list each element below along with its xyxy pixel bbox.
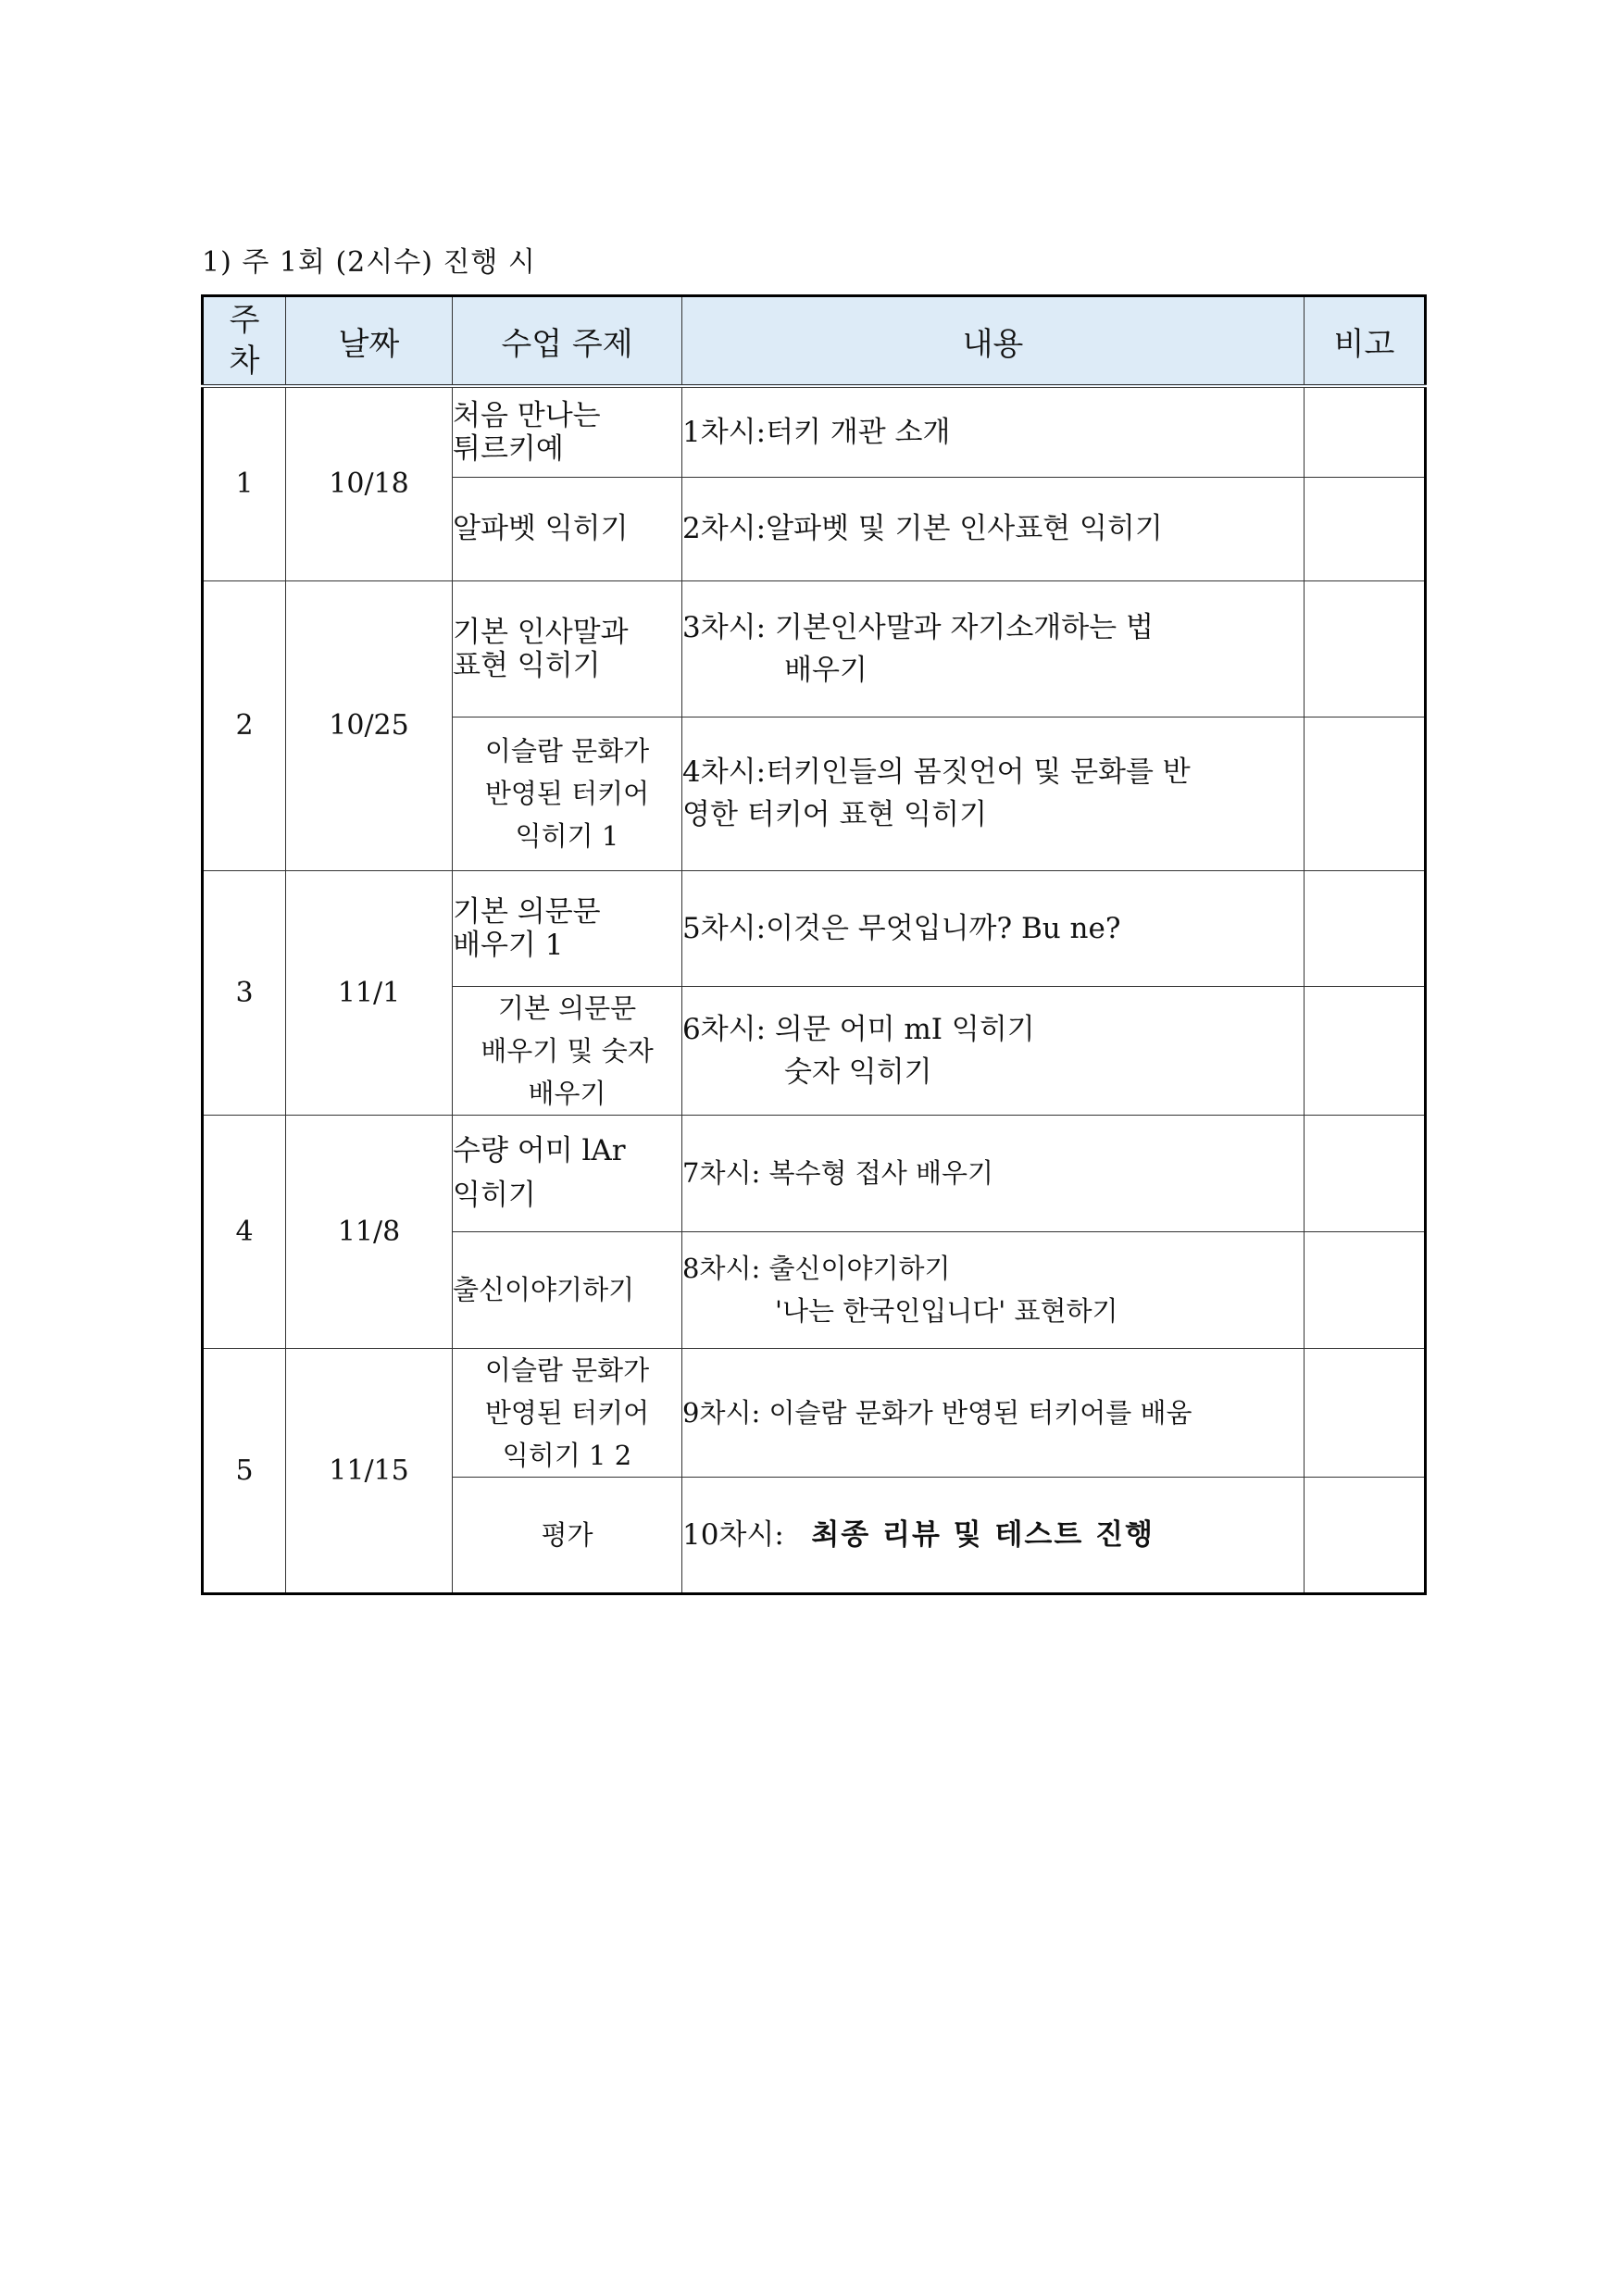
- session-topic: 처음 만나는 튀르키예: [453, 386, 682, 477]
- session-note: [1305, 1348, 1426, 1477]
- session-topic: 이슬람 문화가 반영된 터키어 익히기 1: [453, 717, 682, 870]
- session-content: 4차시:터키인들의 몸짓언어 및 문화를 반 영한 터키어 표현 익히기: [682, 717, 1305, 870]
- session-content: 8차시: 출신이야기하기 '나는 한국인입니다' 표현하기: [682, 1231, 1305, 1348]
- session-content: 2차시:알파벳 및 기본 인사표현 익히기: [682, 477, 1305, 580]
- week-date: 11/8: [286, 1115, 453, 1348]
- session-topic: 수량 어미 lAr 익히기: [453, 1115, 682, 1231]
- session-content: 9차시: 이슬람 문화가 반영된 터키어를 배움: [682, 1348, 1305, 1477]
- header-note: 비고: [1305, 296, 1426, 387]
- header-content: 내용: [682, 296, 1305, 387]
- session-content: 10차시: 최종 리뷰 및 테스트 진행: [682, 1477, 1305, 1593]
- table-row: [203, 1348, 1426, 1477]
- session-topic: 알파벳 익히기: [453, 477, 682, 580]
- table-row: [203, 386, 1426, 477]
- week-number: 5: [203, 1348, 286, 1593]
- session-note: [1305, 477, 1426, 580]
- session-content: 5차시:이것은 무엇입니까? Bu ne?: [682, 870, 1305, 986]
- session-topic: 출신이야기하기: [453, 1231, 682, 1348]
- session-note: [1305, 717, 1426, 870]
- week-number: 1: [203, 386, 286, 580]
- session-note: [1305, 1115, 1426, 1231]
- session-note: [1305, 386, 1426, 477]
- week-number: 3: [203, 870, 286, 1115]
- session-topic: 기본 인사말과 표현 익히기: [453, 580, 682, 717]
- header-topic: 수업 주제: [453, 296, 682, 387]
- session-topic: 기본 의문문 배우기 및 숫자 배우기: [453, 986, 682, 1115]
- header-date: 날짜: [286, 296, 453, 387]
- session-content: 7차시: 복수형 접사 배우기: [682, 1115, 1305, 1231]
- table-row: [203, 870, 1426, 986]
- table-row: [203, 580, 1426, 717]
- session-content: 6차시: 의문 어미 mI 익히기 숫자 익히기: [682, 986, 1305, 1115]
- week-number: 4: [203, 1115, 286, 1348]
- lesson-plan-table: [201, 294, 1427, 1595]
- week-number: 2: [203, 580, 286, 870]
- session-topic: 평가: [453, 1477, 682, 1593]
- table-caption: 1) 주 1회 (2시수) 진행 시: [202, 246, 536, 279]
- session-note: [1305, 986, 1426, 1115]
- session-topic: 기본 의문문 배우기 1: [453, 870, 682, 986]
- week-date: 11/15: [286, 1348, 453, 1593]
- session-content: 3차시: 기본인사말과 자기소개하는 법 배우기: [682, 580, 1305, 717]
- session-content: 1차시:터키 개관 소개: [682, 386, 1305, 477]
- week-date: 11/1: [286, 870, 453, 1115]
- table-header-row: [203, 296, 1426, 387]
- session-topic: 이슬람 문화가 반영된 터키어 익히기 1 2: [453, 1348, 682, 1477]
- session-note: [1305, 580, 1426, 717]
- header-week: 주 차: [203, 296, 286, 387]
- session-note: [1305, 1231, 1426, 1348]
- week-date: 10/18: [286, 386, 453, 580]
- session-note: [1305, 870, 1426, 986]
- table-row: [203, 1115, 1426, 1231]
- week-date: 10/25: [286, 580, 453, 870]
- session-note: [1305, 1477, 1426, 1593]
